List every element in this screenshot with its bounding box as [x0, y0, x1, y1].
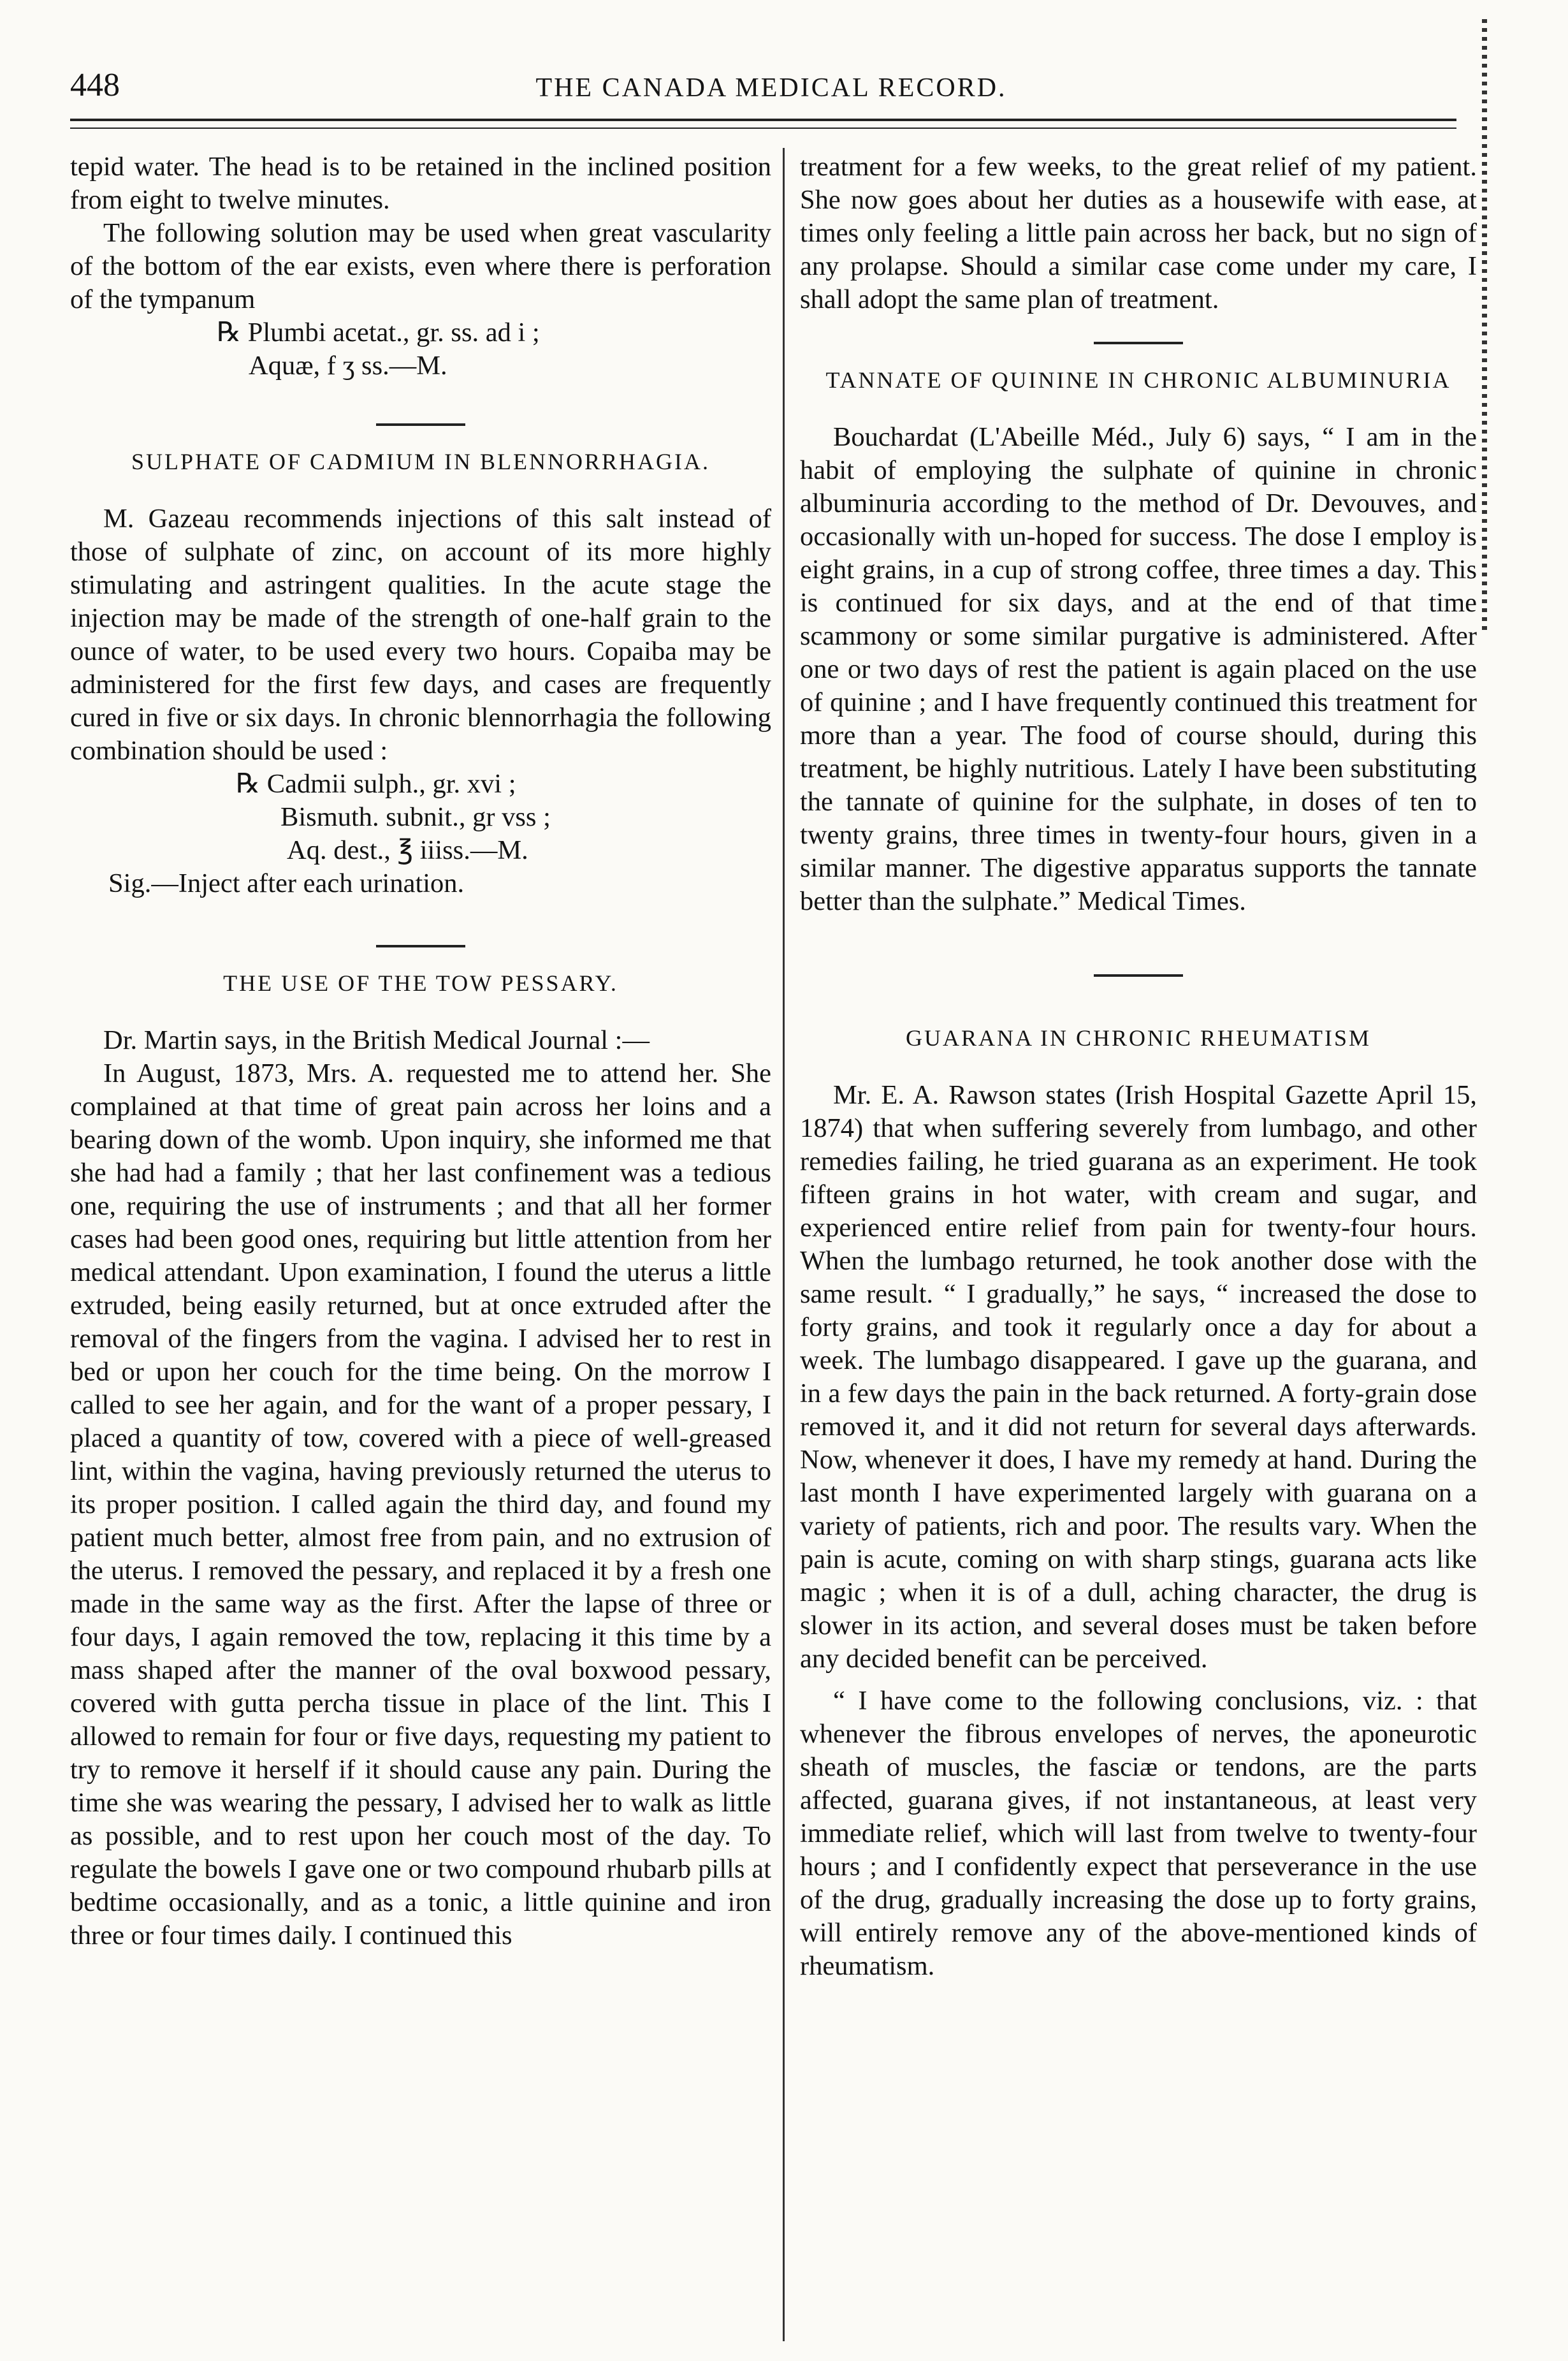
section-heading: TANNATE OF QUININE IN CHRONIC ALBUMINURIA	[825, 367, 1451, 393]
left-column	[70, 150, 771, 1952]
paragraph: Mr. E. A. Rawson states (Irish Hospital Gazette April 15, 1874) that when suffering severely from lumbago, and other remedies failing, he tried guarana as an experiment. He took fifteen grains in hot water, with cream and sugar, and experienced entire relief from pain for twenty-four hours. When the lumbago returned, he took another dose with the same result. “ I gradually,” he says, “ increased the dose to forty grains, and took it regularly once a day for about a week. The lumbago disappeared. I gave up the guarana, and in a few days the pain in the back returned. A forty-grain dose removed it, and it did not return for several days afterwards. Now, whenever it does, I have my remedy at hand. During the last month I have experimented largely with guarana on a variety of patients, rich and poor. The results vary. When the pain is acute, coming on with sharp stings, guarana acts like magic ; when it is of a dull, aching character, the drug is slower in its action, and several doses must be taken before any decided benefit can be perceived.	[800, 1080, 1477, 1674]
paragraph: “ I have come to the following conclusions, viz. : that whenever the fibrous envelopes of nerves, the aponeurotic sheath of muscles, the fasciæ or tendons, are the parts affected, guarana gives, if not instantaneous, at least very immediate relief, which will last from twelve to twenty-four hours ; and I confidently expect that perseverance in the use of the drug, gradually increasing the dose up to forty grains, will entirely remove any of the above-mentioned kinds of rheumatism.	[800, 1686, 1477, 1981]
paragraph: In August, 1873, Mrs. A. requested me to attend her. She complained at that time of great pain across her loins and a bearing down of the womb. Upon inquiry, she informed me that she had had a family ; that her last confinement was a tedious one, requiring the use of instruments ; and that all her former cases had been good ones, requiring but little attention from her medical attendant. Upon examination, I found the uterus a little extruded, being easily returned, but at once extruded after the removal of the fingers from the vagina. I advised her to rest in bed or upon her couch for the time being. On the morrow I called to see her again, and for the want of a proper pessary, I placed a quantity of tow, covered with a piece of well-greased lint, within the vagina, having previously returned the uterus to its proper position. I called again the third day, and found my patient much better, almost free from pain, and no extrusion of the uterus. I removed the pessary, and replaced it by a fresh one made in the same way as the first. After the lapse of three or four days, I again removed the tow, replacing it this time by a mass shaped after the manner of the oval boxwood pessary, covered with gutta percha tissue in place of the lint. This I allowed to remain for four or five days, requesting my patient to try to remove it herself if it should cause any pain. During the time she was wearing the pessary, I advised her to walk as little as possible, and to rest upon her couch most of the day. To regulate the bowels I gave one or two compound rhubarb pills at bedtime occasionally, and as a tonic, a little quinine and iron three or four times daily. I continued this	[70, 1058, 771, 1950]
prescription-line: ℞ Cadmii sulph., gr. xvi ;	[236, 769, 516, 799]
prescription-line: Bismuth. subnit., gr vss ;	[280, 802, 551, 832]
paragraph: M. Gazeau recommends injections of this salt instead of those of sulphate of zinc, on account of its more highly stimulating and astringent qualities. In the acute stage the injection may be made of the strength of one-half grain to the ounce of water, to be used every two hours. Copaiba may be administered for the first few days, and cases are frequently cured in five or six days. In chronic blennorrhagia the following combination should be used :	[70, 504, 771, 766]
section-heading: THE USE OF THE TOW PESSARY.	[223, 970, 618, 996]
header-rule	[70, 119, 1456, 121]
paragraph: tepid water. The head is to be retained in the inclined position from eight to twelve minutes.	[70, 152, 771, 215]
page-number: 448	[70, 67, 120, 103]
column-divider	[783, 148, 785, 2341]
right-column	[800, 150, 1477, 1983]
paragraph: The following solution may be used when great vascularity of the bottom of the ear exists, even where there is perforation of the tympanum	[70, 218, 771, 314]
running-title: THE CANADA MEDICAL RECORD.	[535, 73, 1007, 103]
paragraph: Bouchardat (L'Abeille Méd., July 6) says, “ I am in the habit of employing the sulphate of quinine in chronic albuminuria according to the method of Dr. Devouves, and occasionally with un-hoped for success. The dose I employ is eight grains, in a cup of strong coffee, three times a day. This is continued for six days, and at the end of that time scammony or some similar purgative is administered. After one or two days of rest the patient is again placed on the use of quinine ; and I have frequently continued this treatment for more than a year. The food of course should, during this treatment, be highly nutritious. Lately I have been substituting the tannate of quinine for the sulphate, in doses of ten to twenty grains, three times in twenty-four hours, given in a similar manner. The digestive apparatus supports the tannate better than the sulphate.” Medical Times.	[800, 422, 1477, 916]
header-rule-thin	[70, 128, 1456, 129]
section-heading: SULPHATE OF CADMIUM IN BLENNORRHAGIA.	[131, 449, 711, 474]
page-edge-mark	[1482, 19, 1487, 631]
section-heading: GUARANA IN CHRONIC RHEUMATISM	[905, 1025, 1372, 1051]
page-header	[70, 66, 1472, 111]
prescription-line: Aquæ, f ʒ ss.—M.	[249, 351, 447, 381]
prescription-line: ℞ Plumbi acetat., gr. ss. ad i ;	[217, 318, 540, 347]
paragraph: Dr. Martin says, in the British Medical Journal :—	[103, 1025, 650, 1055]
prescription-line: Aq. dest., ℥ iiiss.—M.	[287, 835, 528, 865]
paragraph: treatment for a few weeks, to the great relief of my patient. She now goes about her duties as a housewife with ease, at times only feeling a little pain across her back, but no sign of any prolapse. Should a similar case come under my care, I shall adopt the same plan of treatment.	[800, 152, 1477, 314]
prescription-line: Sig.—Inject after each urination.	[108, 868, 465, 898]
